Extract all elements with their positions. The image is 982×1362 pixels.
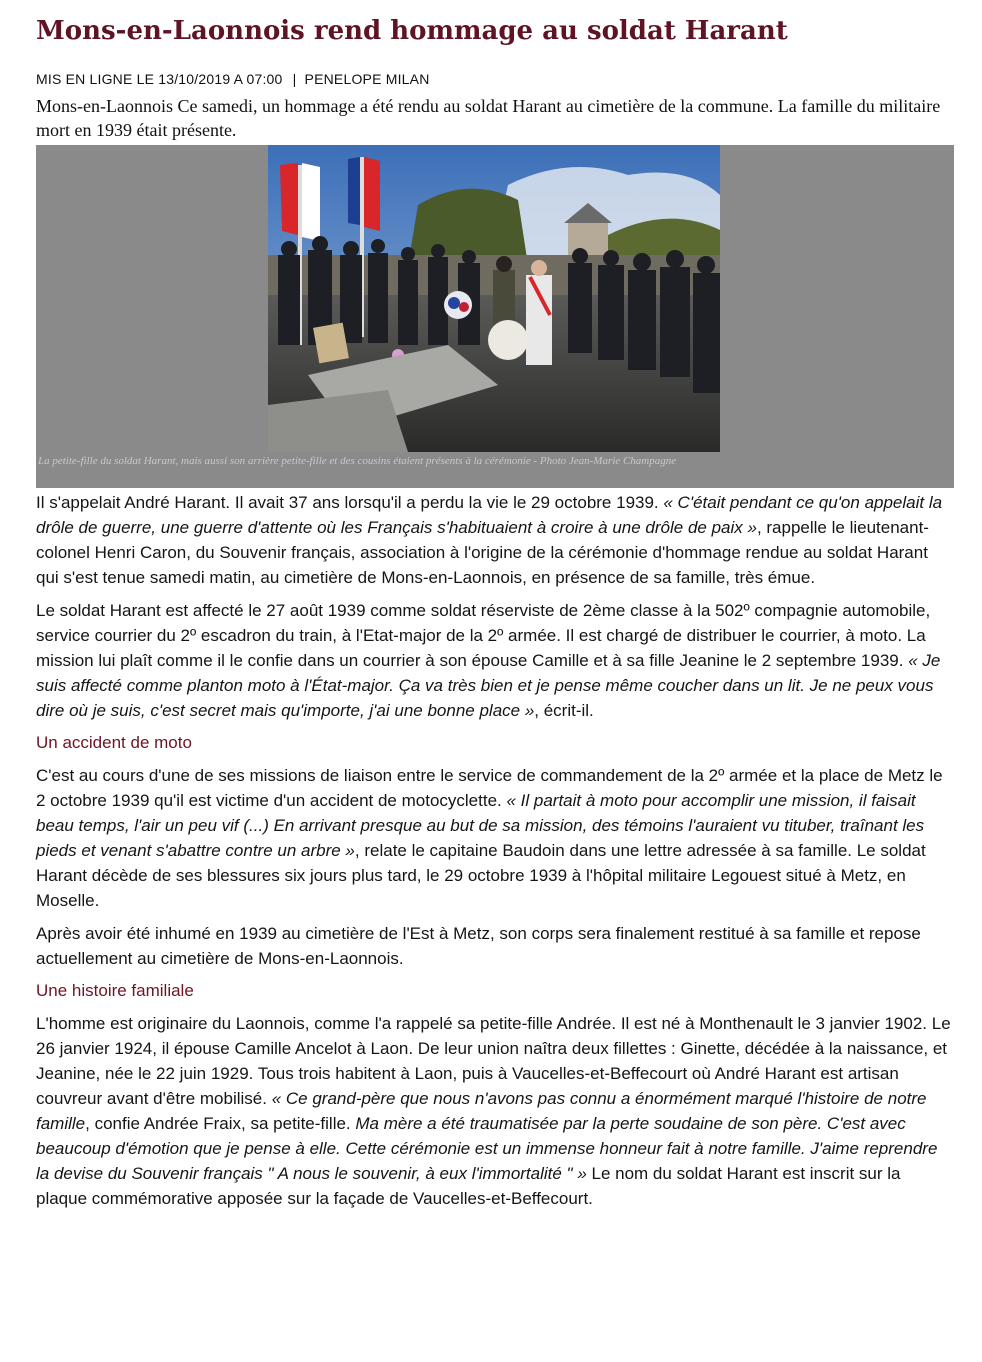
article xyxy=(36,0,956,1208)
paragraph-text: , écrit-il. xyxy=(534,701,594,720)
article-lead: Mons-en-Laonnois Ce samedi, un hommage a été rendu au soldat Harant au cimetière de la commune. La famille du militaire mort en 1939 était présente. xyxy=(36,96,941,140)
quote: Ma mère a été traumatisée par la perte soudaine de son père. C'est avec beaucoup d'émotion que je pense à elle. Cette cérémonie est un immense honneur fait à notre famille. J'aime reprendre la devise du Souvenir français " A nous le souvenir, à eux l'immortalité " » xyxy=(36,1114,938,1183)
paragraph-2 xyxy=(36,598,954,723)
paragraph-3 xyxy=(36,763,954,913)
publish-date: MIS EN LIGNE LE 13/10/2019 A 07:00 xyxy=(36,71,283,87)
paragraph-text: Il s'appelait André Harant. Il avait 37 ans lorsqu'il a perdu la vie le 29 octobre 1939. xyxy=(36,493,664,512)
paragraph-1 xyxy=(36,490,954,590)
paragraph-text: , confie Andrée Fraix, sa petite-fille. xyxy=(85,1114,356,1133)
paragraph-text: C'est au cours d'une de ses missions de liaison entre le service de commandement de la 2º armée et la place de Metz le 2 octobre 1939 qu'il est victime d'un accident de motocyclette. xyxy=(36,766,943,810)
article-body xyxy=(36,490,954,1219)
paragraph-text: , relate le capitaine Baudoin dans une lettre adressée à sa famille. Le soldat Harant décède de ses blessures six jours plus tard, le 29 octobre 1939 à l'hôpital militaire Legouest situé à Metz, en Moselle. xyxy=(36,841,926,910)
paragraph-text: Le soldat Harant est affecté le 27 août 1939 comme soldat réserviste de 2ème classe à la 502º compagnie automobile, service courrier du 2º escadron du train, à l'Etat-major de la 2º armée. Il est chargé de distribuer le courrier, à moto. La mission lui plaît comme il le confie dans un courrier à son épouse Camille et à sa fille Jeanine le 2 septembre 1939. xyxy=(36,601,931,670)
paragraph-text: L'homme est originaire du Laonnois, comme l'a rappelé sa petite-fille Andrée. Il est né à Monthenault le 3 janvier 1902. Le 26 janvier 1924, il épouse Camille Ancelot à Laon. De leur union naîtra deux fillettes : Ginette, décédée à la naissance, et Jeanine, née le 22 juin 1929. Tous trois habitent à Laon, puis à Vaucelles-et-Beffecourt où André Harant est artisan couvreur avant d'être mobilisé. xyxy=(36,1014,951,1108)
quote: « Ce grand-père que nous n'avons pas connu a énormément marqué l'histoire de notre famille xyxy=(36,1089,927,1133)
meta-separator: | xyxy=(292,71,297,87)
paragraph-5 xyxy=(36,1011,954,1211)
subheading-family: Une histoire familiale xyxy=(36,981,194,1000)
article-meta xyxy=(36,70,956,88)
photo-caption: La petite-fille du soldat Harant, mais aussi son arrière petite-fille et des cousins étaient présents à la cérémonie - Photo Jean-Marie Champagne xyxy=(38,455,677,467)
subheading-accident: Un accident de moto xyxy=(36,733,192,752)
paragraph-text: Le nom du soldat Harant est inscrit sur la plaque commémorative apposée sur la façade de Vaucelles-et-Beffecourt. xyxy=(36,1164,901,1208)
author-name[interactable]: PENELOPE MILAN xyxy=(304,71,430,87)
paragraph-4: Après avoir été inhumé en 1939 au cimetière de l'Est à Metz, son corps sera finalement restitué à sa famille et repose actuellement au cimetière de Mons-en-Laonnois. xyxy=(36,924,921,968)
article-figure xyxy=(36,145,954,488)
quote: « Il partait à moto pour accomplir une mission, il faisait beau temps, l'air un peu vif (...) En arrivant presque au but de sa mission, des témoins l'auraient vu tituber, traînant les pieds et venant s'abattre contre un arbre » xyxy=(36,791,925,860)
article-photo[interactable] xyxy=(268,145,720,452)
paragraph-text: , rappelle le lieutenant-colonel Henri Caron, du Souvenir français, association à l'origine de la cérémonie d'hommage rendue au soldat Harant qui s'est tenue samedi matin, au cimetière de Mons-en-Laonnois, en présence de sa famille, très émue. xyxy=(36,518,929,587)
quote: « C'était pendant ce qu'on appelait la drôle de guerre, une guerre d'attente où les Français s'habituaient à croire à une drôle de paix » xyxy=(36,493,943,537)
quote: « Je suis affecté comme planton moto à l'État-major. Ça va très bien et je pense même coucher dans un lit. Je ne peux vous dire où je suis, c'est secret mais qu'importe, j'ai une bonne place » xyxy=(36,651,941,720)
article-title: Mons-en-Laonnois rend hommage au soldat Harant xyxy=(36,16,788,46)
